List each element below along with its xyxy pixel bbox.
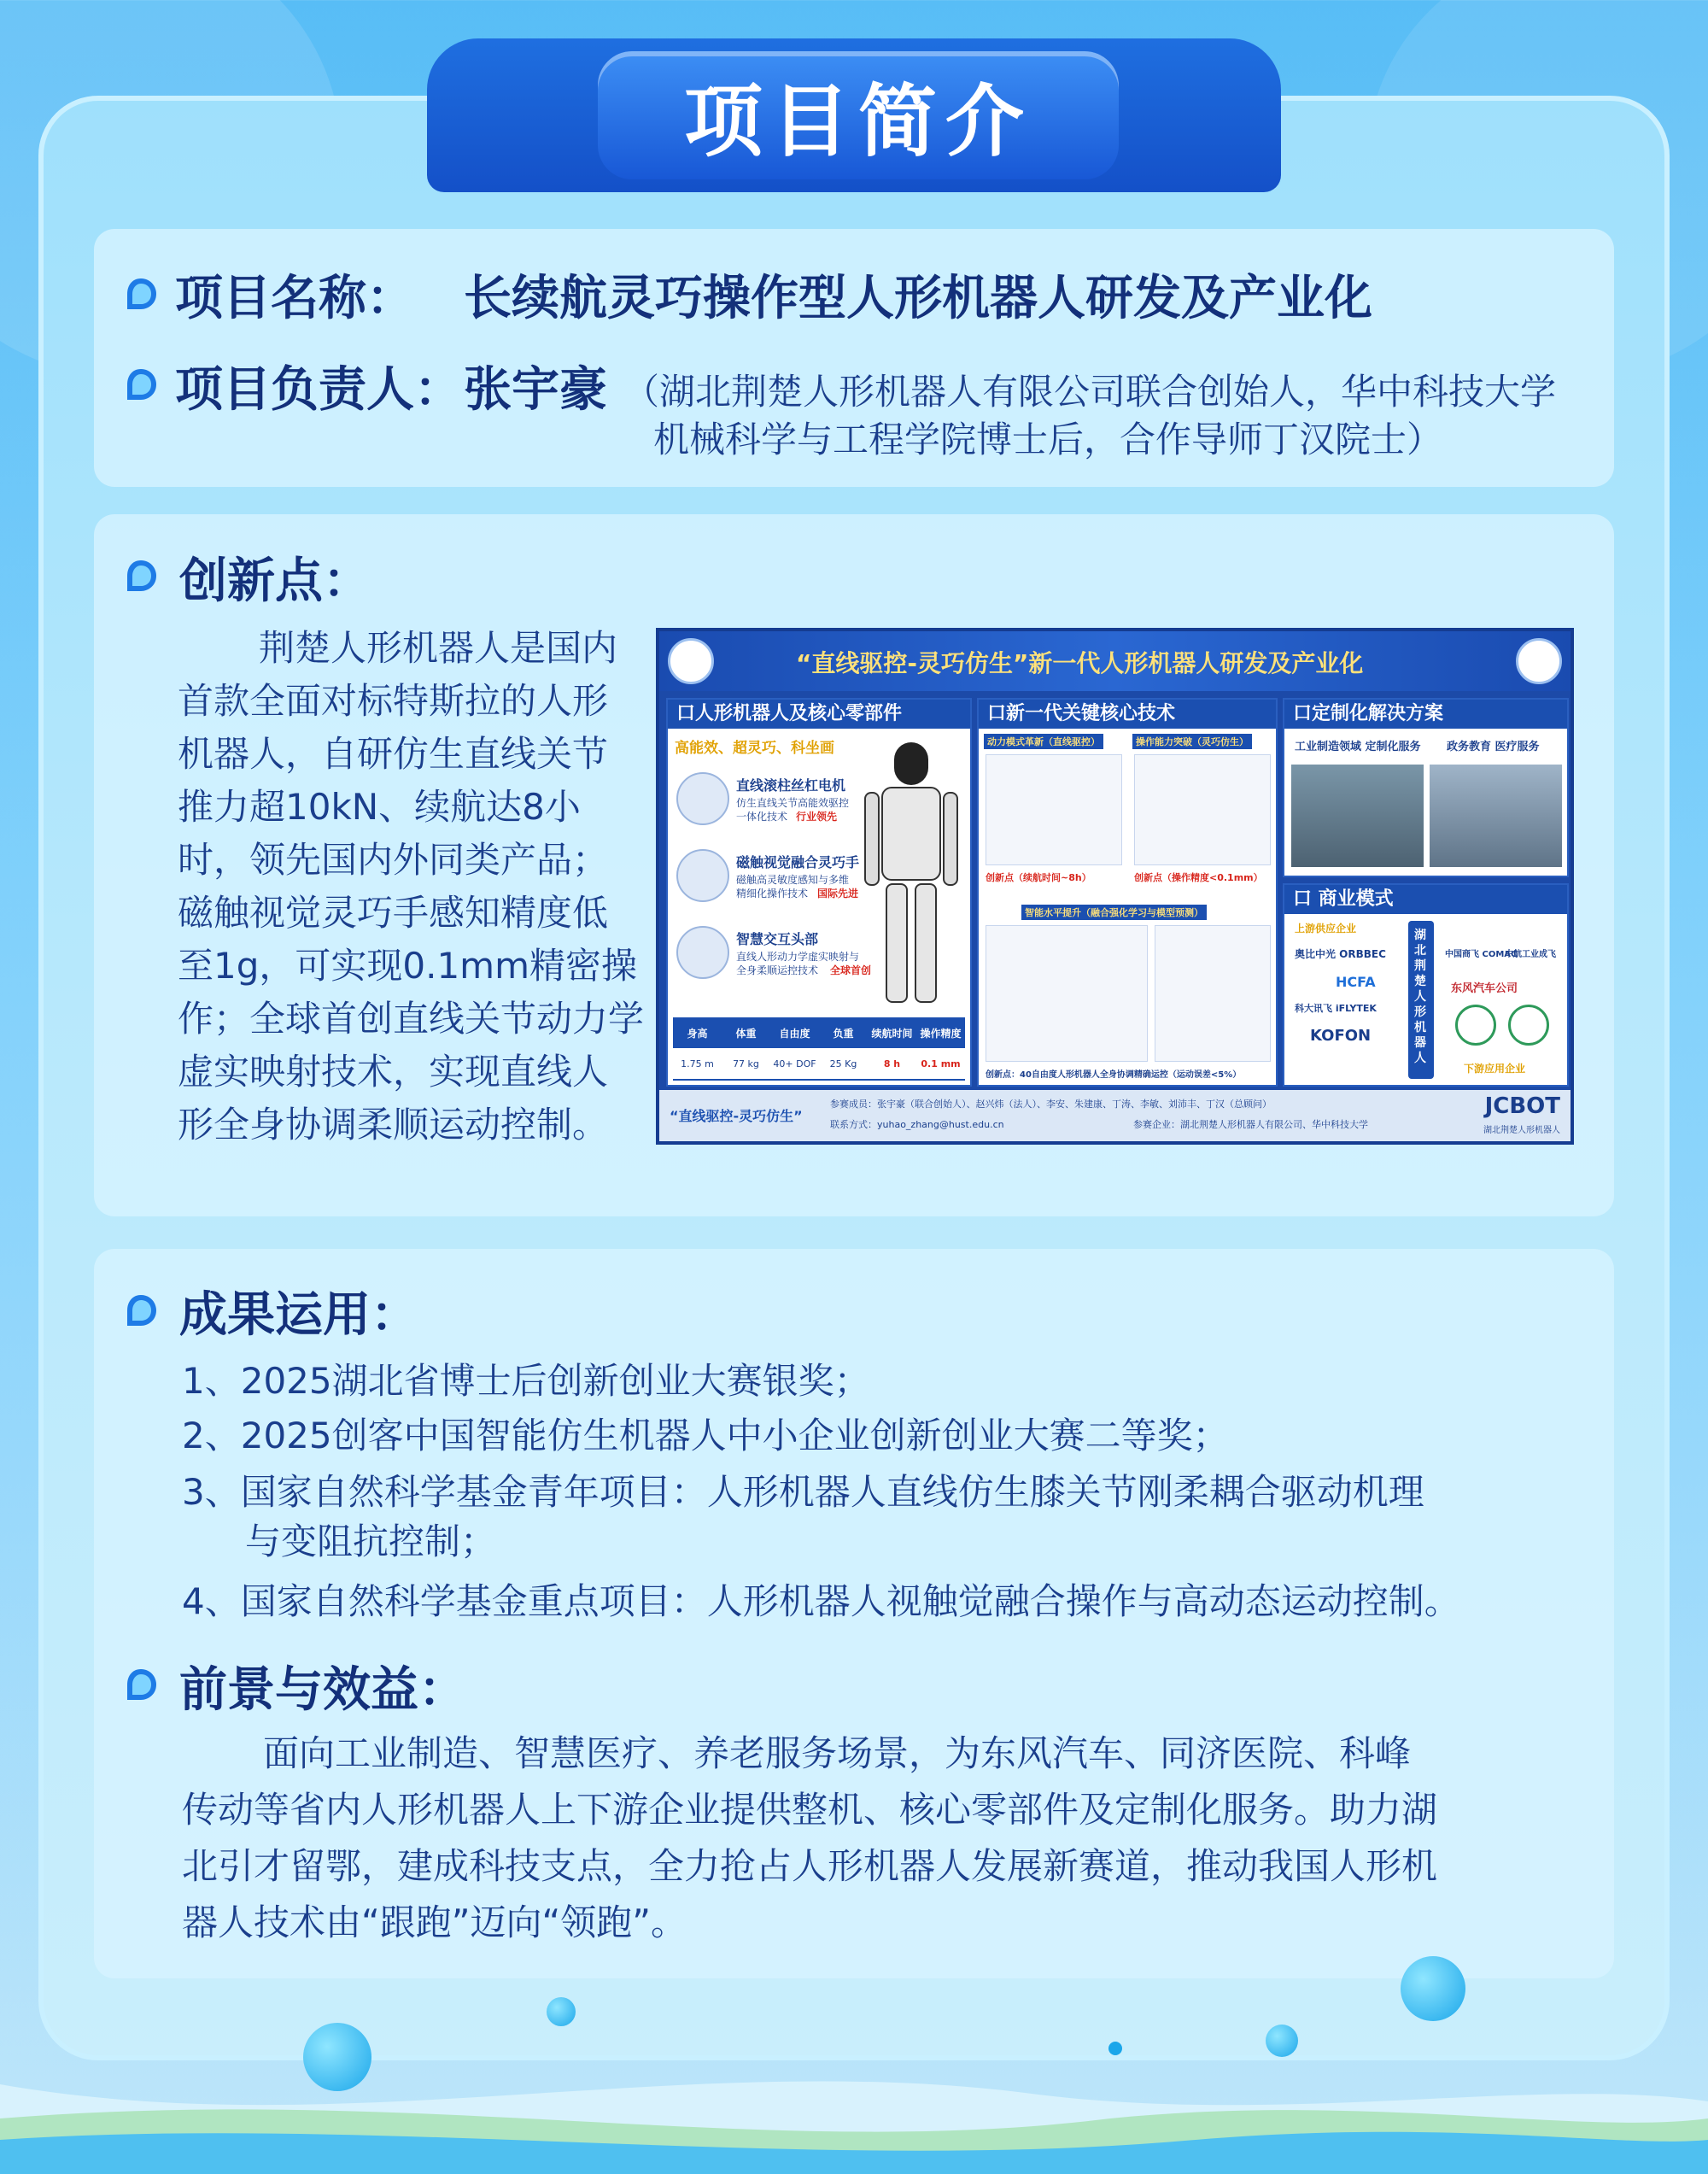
poster-footer	[659, 1090, 1571, 1141]
business-upstream: 上游供应企业	[1295, 923, 1357, 935]
innovation-line: 虚实映射技术，实现直线人	[178, 1051, 609, 1093]
tech-diagram	[1134, 754, 1271, 865]
result-item: 4、国家自然科学基金重点项目：人形机器人视触觉融合操作与高动态运动控制。	[182, 1580, 1460, 1622]
poster-footer-company: 参赛企业：湖北荆楚人形机器人有限公司、华中科技大学	[1133, 1119, 1368, 1130]
poster-footer-brand-sub: 湖北荆楚人形机器人	[1483, 1126, 1560, 1135]
component-highlight: 全球首创	[830, 964, 872, 976]
business-downstream: 下游应用企业	[1464, 1063, 1526, 1075]
component-desc: 一体化技术	[736, 811, 788, 823]
spec-table-wrap	[673, 1017, 965, 1081]
business-logo: 中航工业成飞	[1505, 950, 1556, 959]
tech-note: 创新点：40自由度人形机器人全身协调精确运控（运动误差<5%）	[986, 1070, 1242, 1080]
spec-header: 体重	[735, 1027, 757, 1040]
tech-note: 创新点（操作精度<0.1mm）	[1134, 872, 1263, 883]
poster-logo-right	[1516, 638, 1562, 684]
innovation-line: 推力超10kN、续航达8小	[178, 786, 581, 828]
innovation-line: 机器人，自研仿生直线关节	[178, 733, 609, 775]
business-logo: 科大讯飞 iFLYTEK	[1295, 1003, 1377, 1014]
spec-value: 8 h	[883, 1058, 901, 1069]
component-highlight: 行业领先	[796, 811, 838, 823]
business-logo: 奥比中光 ORBBEC	[1295, 948, 1386, 960]
spec-value: 25 Kg	[829, 1058, 857, 1069]
spec-header: 操作精度	[920, 1027, 962, 1040]
result-item: 1、2025湖北省博士后创新创业大赛银奖；	[182, 1360, 870, 1402]
poster-logo-left	[668, 638, 714, 684]
solution-label: 工业制造领域 定制化服务	[1295, 741, 1421, 753]
decor-bubble	[1401, 1956, 1465, 2021]
poster-banner	[659, 631, 1571, 691]
component-desc: 磁触高灵敏度感知与多维	[736, 874, 850, 886]
project-leader-label: 项目负责人：	[175, 362, 462, 418]
bullet-icon	[122, 366, 160, 403]
project-leader-value: 张宇豪	[464, 362, 607, 418]
tech-diagram	[1155, 925, 1271, 1062]
spec-value: 1.75 m	[681, 1058, 714, 1069]
project-name-label: 项目名称：	[175, 271, 414, 326]
prospects-line: 器人技术由“跟跑”迈向“领跑”。	[182, 1902, 687, 1943]
poster-section-title: 口新一代关键核心技术	[979, 700, 1276, 729]
component-desc: 直线人形动力学虚实映射与	[736, 951, 860, 963]
component-icon	[676, 926, 729, 979]
result-item: 3、国家自然科学基金青年项目：人形机器人直线仿生膝关节刚柔耦合驱动机理	[182, 1471, 1424, 1513]
tech-tag: 智能水平提升（融合强化学习与模型预测）	[1021, 905, 1207, 920]
spec-header: 负重	[833, 1027, 854, 1040]
poster-footer-slogan: “直线驱控-灵巧仿生”	[670, 1108, 803, 1124]
spec-value: 40+ DOF	[773, 1058, 816, 1069]
poster-section-title: 口人形机器人及核心零部件	[668, 700, 970, 729]
business-center-column	[1408, 921, 1434, 1079]
innovation-line: 时，领先国内外同类产品；	[178, 839, 609, 881]
solution-label: 政务教育 医疗服务	[1447, 741, 1540, 753]
business-logo-circle	[1455, 1005, 1496, 1046]
business-logo: KOFON	[1310, 1027, 1372, 1045]
results-heading: 成果运用：	[179, 1287, 418, 1343]
innovation-text	[178, 622, 643, 1151]
component-title: 磁触视觉融合灵巧手	[736, 854, 860, 870]
poster-section-components	[666, 698, 972, 1087]
poster-section-solutions	[1283, 698, 1569, 877]
innovation-line: 作；全球首创直线关节动力学	[178, 998, 645, 1040]
component-icon	[676, 849, 729, 902]
tech-tag: 动力模式革新（直线驱控）	[984, 734, 1103, 749]
innovation-line: 荆楚人形机器人是国内	[259, 627, 618, 669]
prospects-line: 面向工业制造、智慧医疗、养老服务场景，为东风汽车、同济医院、科峰	[263, 1732, 1412, 1774]
solution-photo	[1430, 765, 1562, 867]
spec-value: 77 kg	[733, 1058, 759, 1069]
innovation-line: 至1g，可实现0.1mm精密操	[178, 945, 638, 987]
poster-footer-members: 参赛成员：张宇豪（联合创始人）、赵兴炜（法人）、李安、朱建康、丁涛、李敏、刘沛丰、丁汉（总顾问）	[830, 1099, 1272, 1110]
project-leader-note-2: 机械科学与工程学院博士后，合作导师丁汉院士）	[653, 419, 1443, 460]
business-logo-circle	[1508, 1005, 1549, 1046]
business-center-label: 湖北荆楚人形机器人	[1414, 929, 1426, 1065]
tech-tag: 操作能力突破（灵巧仿生）	[1132, 734, 1252, 749]
spec-header-row	[673, 1017, 965, 1048]
component-desc: 全身柔顺运控技术	[736, 964, 819, 976]
decor-bubble	[547, 1997, 576, 2026]
poster-section-business	[1283, 883, 1569, 1087]
spec-value: 0.1 mm	[921, 1058, 961, 1069]
project-leader-note-1: （湖北荆楚人形机器人有限公司联合创始人，华中科技大学	[623, 371, 1557, 413]
business-logo: 东风汽车公司	[1451, 982, 1518, 995]
project-name-value: 长续航灵巧操作型人形机器人研发及产业化	[464, 271, 1372, 326]
component-desc: 仿生直线关节高能效驱控	[736, 797, 850, 809]
spec-header: 自由度	[779, 1027, 810, 1040]
innovation-line: 形全身协调柔顺运动控制。	[178, 1104, 609, 1146]
component-title: 直线滚柱丝杠电机	[736, 777, 846, 794]
bullet-icon	[122, 1666, 160, 1703]
bullet-icon	[122, 275, 160, 313]
innovation-line: 首款全面对标特斯拉的人形	[178, 680, 609, 722]
prospects-line: 传动等省内人形机器人上下游企业提供整机、核心零部件及定制化服务。助力湖	[182, 1789, 1438, 1831]
poster-slogan: 高能效、超灵巧、科坐画	[675, 740, 834, 757]
result-item: 2、2025创客中国智能仿生机器人中小企业创新创业大赛二等奖；	[182, 1415, 1229, 1456]
project-poster	[656, 628, 1574, 1145]
component-title: 智慧交互头部	[736, 931, 819, 947]
spec-value-row	[673, 1048, 965, 1079]
innovation-heading: 创新点：	[179, 554, 371, 609]
spec-header: 续航时间	[871, 1027, 913, 1040]
robot-figure	[864, 742, 958, 1007]
poster-banner-title: “直线驱控-灵巧仿生”新一代人形机器人研发及产业化	[796, 649, 1364, 677]
component-highlight: 国际先进	[817, 888, 859, 899]
component-icon	[676, 772, 729, 825]
tech-diagram	[986, 925, 1148, 1062]
spec-header: 身高	[687, 1027, 708, 1040]
solution-photo	[1291, 765, 1424, 867]
component-desc: 精细化操作技术	[736, 888, 809, 899]
poster-section-tech	[977, 698, 1278, 1087]
bullet-icon	[122, 1292, 160, 1329]
tech-diagram	[986, 754, 1122, 865]
poster-footer-brand: JCBOT	[1484, 1093, 1560, 1119]
tech-note: 创新点（续航时间~8h）	[986, 872, 1091, 883]
innovation-line: 磁触视觉灵巧手感知精度低	[178, 892, 609, 934]
prospects-heading: 前景与效益：	[179, 1662, 466, 1718]
bullet-icon	[122, 557, 160, 595]
page-title-pill	[598, 51, 1119, 179]
prospects-line: 北引才留鄂，建成科技支点，全力抢占人形机器人发展新赛道，推动我国人形机	[182, 1845, 1438, 1887]
page-title: 项目简介	[683, 76, 1032, 167]
poster-section-title: 口 商业模式	[1284, 885, 1567, 914]
business-logo: HCFA	[1336, 974, 1376, 990]
poster-section-title: 口定制化解决方案	[1284, 700, 1567, 729]
decor-wave	[0, 2033, 1708, 2174]
result-item-continuation: 与变阻抗控制；	[245, 1521, 497, 1562]
poster-footer-contact: 联系方式：yuhao_zhang@hust.edu.cn	[830, 1119, 1004, 1130]
business-logo: 中国商飞 COMAC	[1445, 950, 1518, 959]
